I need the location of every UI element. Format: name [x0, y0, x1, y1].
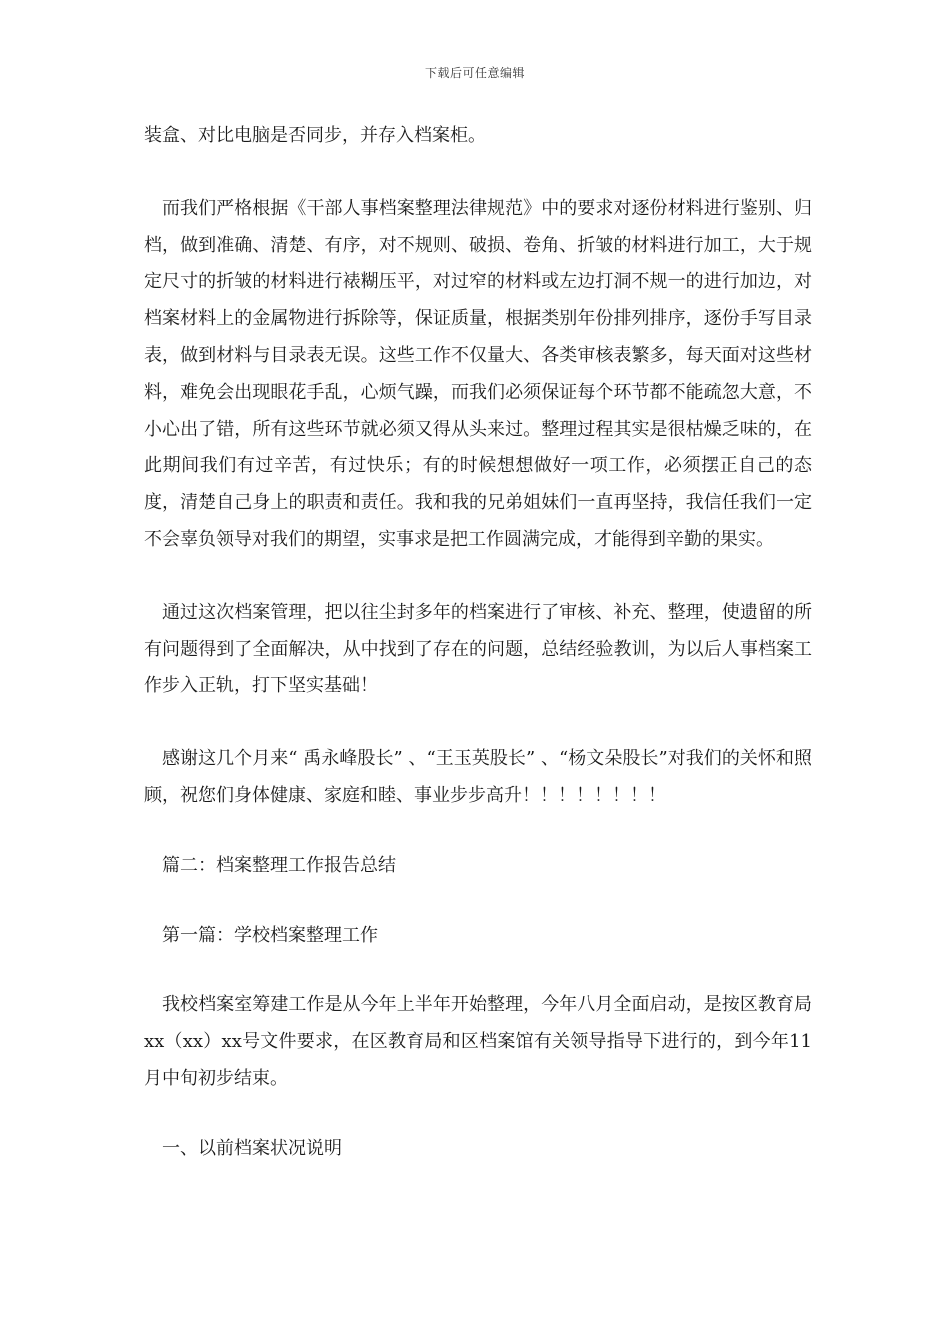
section-heading-previous-status: 一、以前档案状况说明 [162, 1137, 342, 1159]
paragraph-archive-work: 而我们严格根据《干部人事档案整理法律规范》中的要求对逐份材料进行鉴别、归档，做到准确、清楚、有序，对不规则、破损、卷角、折皱的材料进行加工，大于规定尺寸的折皱的材料进行裱糊压平，对过窄的材料或左边打洞不规一的进行加边，对档案材料上的金属物进行拆除等，保证质量，根据类别年份排列排序，逐份手写目录表，做到材料与目录表无误。这些工作不仅量大、各类审核表繁多，每天面对这些材料，难免会出现眼花手乱，心烦气躁，而我们必须保证每个环节都不能疏忽大意，不小心出了错，所有这些环节就必须又得从头来过。整理过程其实是很枯燥乏味的，在此期间我们有过辛苦，有过快乐；有的时候想想做好一项工作，必须摆正自己的态度，清楚自己身上的职责和责任。我和我的兄弟姐妹们一直再坚持，我信任我们一定不会辜负领导对我们的期望，实事求是把工作圆满完成，才能得到辛勤的果实。 [144, 197, 812, 550]
paragraph-school-archive: 我校档案室筹建工作是从今年上半年开始整理，今年八月全面启动，是按区教育局xx（xx）xx号文件要求，在区教育局和区档案馆有关领导指导下进行的，到今年11月中旬初步结束。 [144, 994, 812, 1089]
paragraph-thanks: 感谢这几个月来“ 禹永峰股长” 、“王玉英股长” 、“杨文朵股长”对我们的关怀和照顾，祝您们身体健康、家庭和睦、事业步步高升！！！！！！！！ [144, 748, 812, 806]
page-header-note: 下载后可任意编辑 [424, 66, 525, 80]
document-body [144, 118, 812, 1168]
paragraph-continuation: 装盒、对比电脑是否同步，并存入档案柜。 [144, 125, 486, 146]
paragraph-archive-result: 通过这次档案管理，把以往尘封多年的档案进行了审核、补充、整理，使遗留的所有问题得到了全面解决，从中找到了存在的问题，总结经验教训，为以后人事档案工作步入正轨，打下坚实基础！ [144, 601, 812, 697]
section-title-first-article: 第一篇：学校档案整理工作 [162, 924, 378, 946]
section-title-part-two: 篇二：档案整理工作报告总结 [162, 854, 396, 876]
